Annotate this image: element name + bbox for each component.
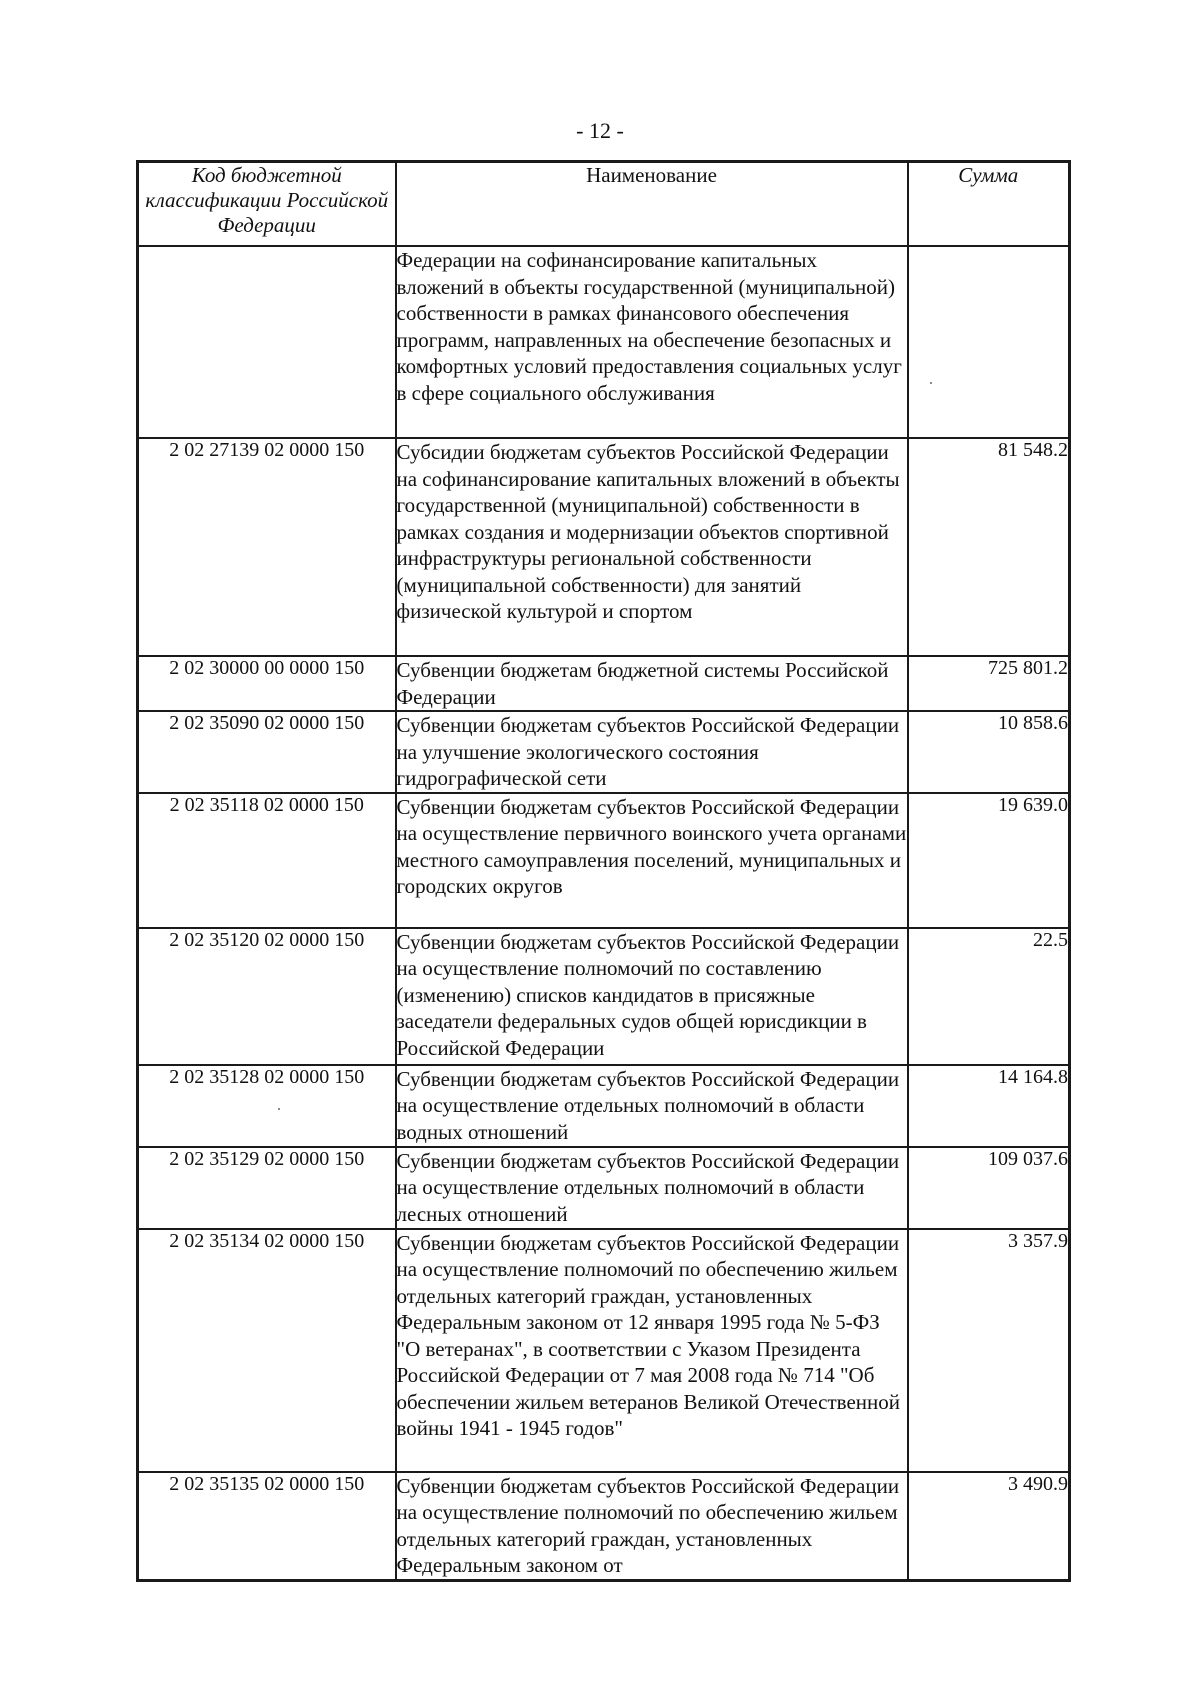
row-code <box>138 246 396 438</box>
row-name: Федерации на софинансирование капитальных вложений в объекты государственной (муниципальной) собственности в рамках финансового обеспечения программ, направленных на обеспечение безопасных и комфортных условий предоставления социальных услуг в сфере социального обслуживания <box>396 246 908 438</box>
row-name: Субвенции бюджетам субъектов Российской Федерации на улучшение экологического состояния гидрографической сети <box>396 711 908 793</box>
row-code: 2 02 27139 02 0000 150 <box>138 438 396 656</box>
budget-table <box>136 160 1071 1582</box>
table-row <box>138 1229 1070 1472</box>
row-sum: 14 164.8 <box>908 1065 1070 1147</box>
row-code: 2 02 35120 02 0000 150 <box>138 928 396 1065</box>
table-header-row <box>138 162 1070 247</box>
row-name: Субсидии бюджетам субъектов Российской Федерации на софинансирование капитальных вложений в объекты государственной (муниципальной) собственности в рамках создания и модернизации объектов спортивной инфраструктуры региональной собственности (муниципальной собственности) для занятий физической культурой и спортом <box>396 438 908 656</box>
row-name: Субвенции бюджетам субъектов Российской Федерации на осуществление отдельных полномочий в области лесных отношений <box>396 1147 908 1229</box>
scan-speck <box>278 1108 280 1110</box>
row-sum: 81 548.2 <box>908 438 1070 656</box>
row-sum: 725 801.2 <box>908 656 1070 711</box>
row-code: 2 02 35090 02 0000 150 <box>138 711 396 793</box>
table-row <box>138 1147 1070 1229</box>
row-name: Субвенции бюджетам субъектов Российской Федерации на осуществление отдельных полномочий в области водных отношений <box>396 1065 908 1147</box>
header-name: Наименование <box>396 162 908 247</box>
row-sum: 19 639.0 <box>908 793 1070 928</box>
table-row <box>138 438 1070 656</box>
row-sum <box>908 246 1070 438</box>
row-name: Субвенции бюджетам субъектов Российской Федерации на осуществление полномочий по обеспечению жильем отдельных категорий граждан, установленных Федеральным законом от <box>396 1472 908 1581</box>
scan-speck <box>930 382 932 384</box>
table-row <box>138 711 1070 793</box>
row-name: Субвенции бюджетам субъектов Российской Федерации на осуществление полномочий по составлению (изменению) списков кандидатов в присяжные заседатели федеральных судов общей юрисдикции в Российской Федерации <box>396 928 908 1065</box>
table-row <box>138 1472 1070 1581</box>
row-name: Субвенции бюджетам субъектов Российской Федерации на осуществление полномочий по обеспечению жильем отдельных категорий граждан, установленных Федеральным законом от 12 января 1995 года № 5-ФЗ "О ветеранах", в соответствии с Указом Президента Российской Федерации от 7 мая 2008 года № 714 "Об обеспечении жильем ветеранов Великой Отечественной войны 1941 - 1945 годов" <box>396 1229 908 1472</box>
table-row <box>138 656 1070 711</box>
table-row <box>138 1065 1070 1147</box>
row-name: Субвенции бюджетам бюджетной системы Российской Федерации <box>396 656 908 711</box>
row-sum: 10 858.6 <box>908 711 1070 793</box>
page-number: - 12 - <box>576 118 624 143</box>
header-sum: Сумма <box>908 162 1070 247</box>
row-sum: 22.5 <box>908 928 1070 1065</box>
row-sum: 109 037.6 <box>908 1147 1070 1229</box>
table-row <box>138 928 1070 1065</box>
row-code: 2 02 35129 02 0000 150 <box>138 1147 396 1229</box>
row-sum: 3 357.9 <box>908 1229 1070 1472</box>
table-row <box>138 793 1070 928</box>
row-code: 2 02 35135 02 0000 150 <box>138 1472 396 1581</box>
table-row <box>138 246 1070 438</box>
row-code: 2 02 35128 02 0000 150 <box>138 1065 396 1147</box>
row-code: 2 02 30000 00 0000 150 <box>138 656 396 711</box>
row-code: 2 02 35134 02 0000 150 <box>138 1229 396 1472</box>
row-code: 2 02 35118 02 0000 150 <box>138 793 396 928</box>
row-sum: 3 490.9 <box>908 1472 1070 1581</box>
row-name: Субвенции бюджетам субъектов Российской Федерации на осуществление первичного воинского учета органами местного самоуправления поселений, муниципальных и городских округов <box>396 793 908 928</box>
header-code: Код бюджетной классификации Российской Федерации <box>138 162 396 247</box>
